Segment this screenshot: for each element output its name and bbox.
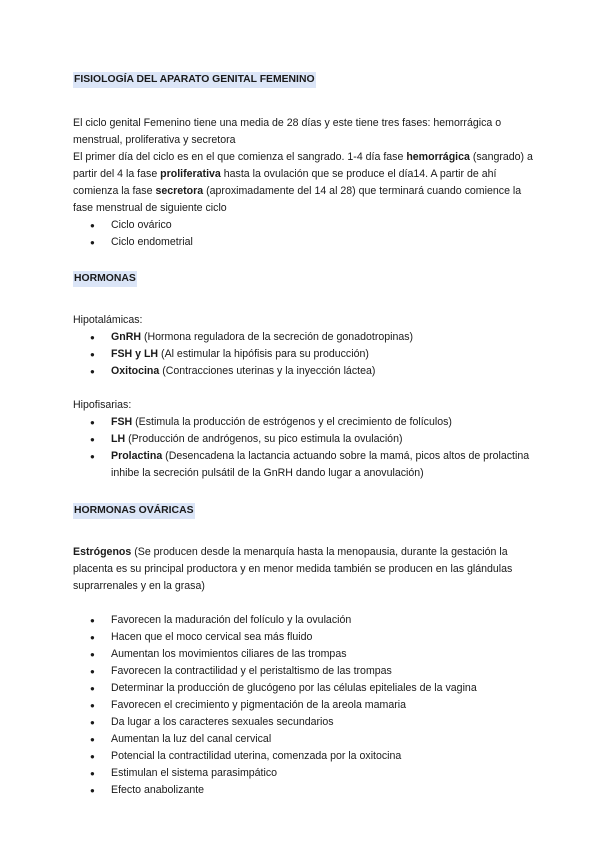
list-item: ● Da lugar a los caracteres sexuales secundarios bbox=[90, 716, 334, 728]
list-item: ● Determinar la producción de glucógeno por las células epiteliales de la vagina bbox=[90, 682, 477, 694]
estrogenos-paragraph: Estrógenos (Se producen desde la menarquía hasta la menopausia, durante la gestación la placenta es su principal productora y en menor medida también se producen en las glándulas suprarrenales y en la grasa) bbox=[73, 546, 513, 592]
hipofisarias-label: Hipofisarias: bbox=[73, 399, 132, 411]
hipotalamicas-label: Hipotalámicas: bbox=[73, 314, 143, 326]
hipotalamicas-list bbox=[73, 329, 533, 380]
list-item: ● Favorecen el crecimiento y pigmentación de la areola mamaria bbox=[90, 699, 407, 711]
list-item: ● Favorecen la contractilidad y el peristaltismo de las trompas bbox=[90, 665, 392, 677]
list-item: ● Favorecen la maduración del folículo y la ovulación bbox=[90, 614, 352, 626]
document-body bbox=[73, 71, 533, 799]
list-item: ● Prolactina (Desencadena la lactancia actuando sobre la mamá, picos altos de prolactina inhibe la secreción pulsátil de la GnRH dando lugar a anovulación) bbox=[90, 450, 530, 479]
list-item: ● Ciclo endometrial bbox=[90, 236, 193, 248]
hipofisarias-list bbox=[73, 414, 533, 482]
ovaricas-heading: HORMONAS OVÁRICAS bbox=[73, 503, 195, 519]
list-item: ● FSH y LH (Al estimular la hipófisis para su producción) bbox=[90, 348, 369, 360]
list-item: ● Hacen que el moco cervical sea más fluido bbox=[90, 631, 313, 643]
list-item: ● Potencial la contractilidad uterina, comenzada por la oxitocina bbox=[90, 750, 402, 762]
list-item: ● FSH (Estimula la producción de estrógenos y el crecimiento de folículos) bbox=[90, 416, 452, 428]
list-item: ● LH (Producción de andrógenos, su pico estimula la ovulación) bbox=[90, 433, 403, 445]
hormonas-heading: HORMONAS bbox=[73, 271, 137, 287]
list-item: ● Efecto anabolizante bbox=[90, 784, 205, 796]
list-item: ● GnRH (Hormona reguladora de la secreción de gonadotropinas) bbox=[90, 331, 414, 343]
estrogenos-effects-list bbox=[73, 612, 533, 799]
list-item: ● Oxitocina (Contracciones uterinas y la inyección láctea) bbox=[90, 365, 376, 377]
page-title: FISIOLOGÍA DEL APARATO GENITAL FEMENINO bbox=[73, 72, 316, 88]
list-item: ● Ciclo ovárico bbox=[90, 219, 172, 231]
list-item: ● Estimulan el sistema parasimpático bbox=[90, 767, 278, 779]
intro-paragraph: El ciclo genital Femenino tiene una media de 28 días y este tiene tres fases: hemorrágica o menstrual, proliferativa y secretora bbox=[73, 117, 502, 146]
cycle-paragraph: El primer día del ciclo es en el que comienza el sangrado. 1-4 día fase hemorrágica (sangrado) a partir del 4 la fase proliferativa hasta la ovulación que se produce el día14. A partir de ahí comienza la fase secretora (aproximadamente del 14 al 28) que terminará cuando comience la fase menstrual de siguiente ciclo bbox=[73, 151, 533, 214]
cycle-list bbox=[73, 217, 533, 251]
list-item: ● Aumentan la luz del canal cervical bbox=[90, 733, 272, 745]
list-item: ● Aumentan los movimientos ciliares de las trompas bbox=[90, 648, 347, 660]
